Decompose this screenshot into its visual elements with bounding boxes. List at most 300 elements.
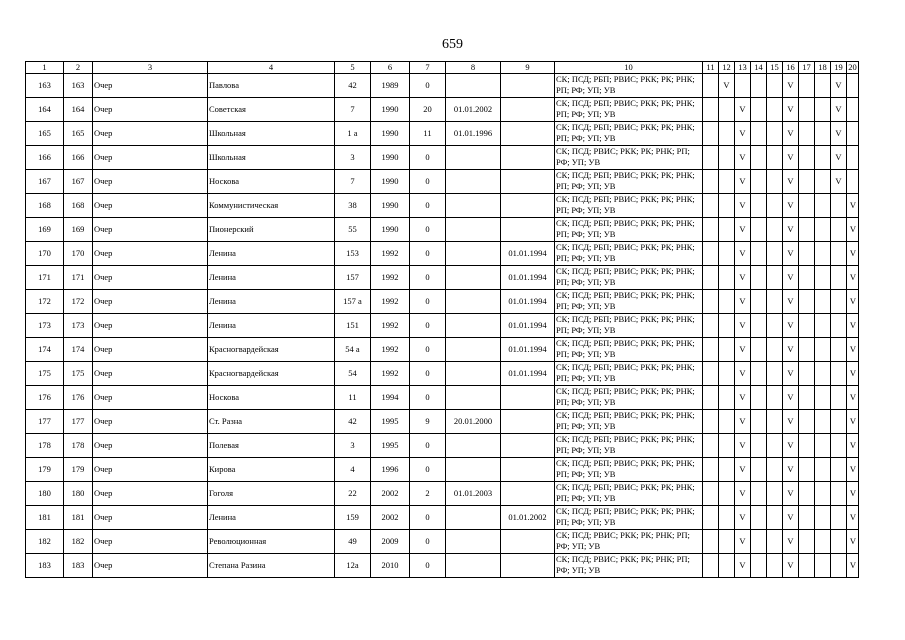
table-cell-col-18 — [815, 98, 831, 122]
table-cell-col-10: СК; ПСД; РБП; РВИС; РКК; РК; РНК; РП; РФ; УП; УВ — [555, 122, 703, 146]
table-cell-col-2: 163 — [64, 74, 93, 98]
table-cell-col-13: V — [735, 290, 751, 314]
table-cell-col-11 — [703, 386, 719, 410]
table-cell-col-9 — [501, 386, 555, 410]
table-cell-col-2: 164 — [64, 98, 93, 122]
table-cell-col-4: Красногвардейская — [208, 338, 335, 362]
table-cell-col-16: V — [783, 482, 799, 506]
table-cell-col-3: Очер — [93, 218, 208, 242]
table-cell-col-11 — [703, 362, 719, 386]
table-cell-col-16: V — [783, 506, 799, 530]
table-cell-col-5: 12а — [335, 554, 371, 578]
table-cell-col-6: 1990 — [371, 218, 410, 242]
table-cell-col-1: 164 — [26, 98, 64, 122]
table-cell-col-4: Пионерский — [208, 218, 335, 242]
table-cell-col-12 — [719, 266, 735, 290]
table-cell-col-9 — [501, 98, 555, 122]
table-cell-col-8 — [446, 146, 501, 170]
table-cell-col-12 — [719, 482, 735, 506]
table-cell-col-18 — [815, 194, 831, 218]
table-cell-col-6: 1992 — [371, 362, 410, 386]
table-cell-col-4: Полевая — [208, 434, 335, 458]
table-cell-col-12 — [719, 290, 735, 314]
table-cell-col-2: 176 — [64, 386, 93, 410]
table-cell-col-13: V — [735, 410, 751, 434]
table-cell-col-5: 159 — [335, 506, 371, 530]
table-cell-col-8 — [446, 530, 501, 554]
table-cell-col-16: V — [783, 314, 799, 338]
table-cell-col-3: Очер — [93, 122, 208, 146]
table-cell-col-16: V — [783, 386, 799, 410]
table-cell-col-18 — [815, 242, 831, 266]
table-row — [26, 434, 859, 458]
column-header-3: 3 — [93, 62, 208, 74]
table-cell-col-3: Очер — [93, 410, 208, 434]
table-cell-col-3: Очер — [93, 362, 208, 386]
table-cell-col-18 — [815, 338, 831, 362]
table-cell-col-8 — [446, 194, 501, 218]
table-cell-col-1: 172 — [26, 290, 64, 314]
table-cell-col-1: 168 — [26, 194, 64, 218]
table-cell-col-9: 01.01.1994 — [501, 362, 555, 386]
table-cell-col-5: 54 — [335, 362, 371, 386]
table-cell-col-10: СК; ПСД; РБП; РВИС; РКК; РК; РНК; РП; РФ; УП; УВ — [555, 314, 703, 338]
table-cell-col-20: V — [847, 482, 859, 506]
table-cell-col-2: 171 — [64, 266, 93, 290]
table-cell-col-19 — [831, 530, 847, 554]
table-cell-col-11 — [703, 410, 719, 434]
table-row — [26, 530, 859, 554]
table-cell-col-4: Ленина — [208, 242, 335, 266]
table-cell-col-11 — [703, 122, 719, 146]
table-cell-col-18 — [815, 482, 831, 506]
table-cell-col-18 — [815, 434, 831, 458]
table-cell-col-15 — [767, 122, 783, 146]
table-cell-col-4: Ленина — [208, 314, 335, 338]
table-cell-col-14 — [751, 386, 767, 410]
table-cell-col-20: V — [847, 554, 859, 578]
table-cell-col-8 — [446, 74, 501, 98]
table-cell-col-17 — [799, 410, 815, 434]
table-cell-col-3: Очер — [93, 554, 208, 578]
table-cell-col-19 — [831, 314, 847, 338]
table-cell-col-7: 0 — [410, 266, 446, 290]
table-cell-col-15 — [767, 554, 783, 578]
table-cell-col-12 — [719, 458, 735, 482]
table-cell-col-8: 01.01.1996 — [446, 122, 501, 146]
column-header-6: 6 — [371, 62, 410, 74]
table-cell-col-12 — [719, 338, 735, 362]
table-cell-col-13: V — [735, 242, 751, 266]
table-cell-col-17 — [799, 434, 815, 458]
table-cell-col-20: V — [847, 530, 859, 554]
table-cell-col-20: V — [847, 362, 859, 386]
table-cell-col-3: Очер — [93, 146, 208, 170]
table-cell-col-19: V — [831, 74, 847, 98]
table-row — [26, 194, 859, 218]
table-cell-col-5: 42 — [335, 410, 371, 434]
table-cell-col-13: V — [735, 266, 751, 290]
page-number: 659 — [442, 37, 463, 52]
table-cell-col-19 — [831, 434, 847, 458]
table-cell-col-17 — [799, 218, 815, 242]
table-cell-col-1: 169 — [26, 218, 64, 242]
table-cell-col-17 — [799, 170, 815, 194]
table-cell-col-4: Коммунистическая — [208, 194, 335, 218]
table-cell-col-15 — [767, 290, 783, 314]
table-cell-col-17 — [799, 458, 815, 482]
table-cell-col-19 — [831, 386, 847, 410]
table-cell-col-15 — [767, 170, 783, 194]
table-cell-col-15 — [767, 410, 783, 434]
table-cell-col-9 — [501, 458, 555, 482]
table-cell-col-4: Павлова — [208, 74, 335, 98]
table-cell-col-10: СК; ПСД; РВИС; РКК; РК; РНК; РП; РФ; УП; УВ — [555, 146, 703, 170]
table-cell-col-8 — [446, 338, 501, 362]
table-cell-col-17 — [799, 290, 815, 314]
table-cell-col-3: Очер — [93, 338, 208, 362]
table-cell-col-16: V — [783, 338, 799, 362]
table-row — [26, 242, 859, 266]
table-cell-col-1: 167 — [26, 170, 64, 194]
table-cell-col-20: V — [847, 410, 859, 434]
table-cell-col-15 — [767, 386, 783, 410]
table-cell-col-20: V — [847, 218, 859, 242]
table-cell-col-17 — [799, 74, 815, 98]
table-cell-col-16: V — [783, 554, 799, 578]
table-cell-col-5: 3 — [335, 434, 371, 458]
table-cell-col-16: V — [783, 170, 799, 194]
table-cell-col-13: V — [735, 554, 751, 578]
table-cell-col-15 — [767, 314, 783, 338]
table-row — [26, 74, 859, 98]
table-cell-col-9 — [501, 74, 555, 98]
table-cell-col-4: Носкова — [208, 386, 335, 410]
table-cell-col-19 — [831, 218, 847, 242]
table-cell-col-20 — [847, 170, 859, 194]
table-cell-col-9 — [501, 482, 555, 506]
table-cell-col-2: 172 — [64, 290, 93, 314]
table-cell-col-18 — [815, 314, 831, 338]
table-cell-col-5: 157 — [335, 266, 371, 290]
table-cell-col-1: 179 — [26, 458, 64, 482]
table-cell-col-3: Очер — [93, 194, 208, 218]
table-row — [26, 410, 859, 434]
table-cell-col-4: Советская — [208, 98, 335, 122]
table-cell-col-6: 1992 — [371, 314, 410, 338]
table-cell-col-13: V — [735, 362, 751, 386]
table-cell-col-1: 174 — [26, 338, 64, 362]
table-cell-col-11 — [703, 218, 719, 242]
table-cell-col-18 — [815, 362, 831, 386]
table-cell-col-16: V — [783, 434, 799, 458]
table-row — [26, 458, 859, 482]
table-cell-col-20 — [847, 98, 859, 122]
table-cell-col-10: СК; ПСД; РБП; РВИС; РКК; РК; РНК; РП; РФ; УП; УВ — [555, 290, 703, 314]
table-cell-col-18 — [815, 290, 831, 314]
column-header-20: 20 — [848, 62, 857, 72]
table-cell-col-2: 165 — [64, 122, 93, 146]
table-cell-col-6: 1992 — [371, 242, 410, 266]
table-cell-col-12 — [719, 194, 735, 218]
table-cell-col-5: 22 — [335, 482, 371, 506]
table-cell-col-8 — [446, 434, 501, 458]
table-cell-col-9: 01.01.1994 — [501, 290, 555, 314]
table-cell-col-2: 173 — [64, 314, 93, 338]
table-cell-col-9: 01.01.1994 — [501, 266, 555, 290]
table-cell-col-12: V — [719, 74, 735, 98]
table-cell-col-13: V — [735, 170, 751, 194]
table-cell-col-1: 183 — [26, 554, 64, 578]
table-cell-col-15 — [767, 482, 783, 506]
table-cell-col-18 — [815, 458, 831, 482]
table-cell-col-2: 183 — [64, 554, 93, 578]
table-cell-col-16: V — [783, 74, 799, 98]
table-cell-col-12 — [719, 218, 735, 242]
table-cell-col-10: СК; ПСД; РВИС; РКК; РК; РНК; РП; РФ; УП; УВ — [555, 530, 703, 554]
table-cell-col-17 — [799, 362, 815, 386]
table-cell-col-12 — [719, 506, 735, 530]
column-header-15: 15 — [767, 62, 783, 74]
table-cell-col-6: 1990 — [371, 146, 410, 170]
table-row — [26, 98, 859, 122]
table-cell-col-15 — [767, 266, 783, 290]
table-cell-col-13: V — [735, 482, 751, 506]
table-cell-col-14 — [751, 530, 767, 554]
table-cell-col-5: 157 а — [335, 290, 371, 314]
table-cell-col-7: 11 — [410, 122, 446, 146]
table-cell-col-6: 1990 — [371, 194, 410, 218]
table-cell-col-20: V — [847, 266, 859, 290]
table-cell-col-19 — [831, 242, 847, 266]
table-cell-col-18 — [815, 170, 831, 194]
table-cell-col-14 — [751, 242, 767, 266]
table-cell-col-5: 11 — [335, 386, 371, 410]
column-header-5: 5 — [335, 62, 371, 74]
table-cell-col-7: 0 — [410, 386, 446, 410]
table-cell-col-11 — [703, 338, 719, 362]
table-cell-col-12 — [719, 530, 735, 554]
table-cell-col-15 — [767, 506, 783, 530]
table-cell-col-4: Гоголя — [208, 482, 335, 506]
table-cell-col-1: 180 — [26, 482, 64, 506]
table-cell-col-8: 20.01.2000 — [446, 410, 501, 434]
column-header-11: 11 — [703, 62, 719, 74]
table-cell-col-14 — [751, 146, 767, 170]
table-cell-col-18 — [815, 122, 831, 146]
table-cell-col-13: V — [735, 194, 751, 218]
table-cell-col-20 — [847, 74, 859, 98]
table-cell-col-9 — [501, 410, 555, 434]
table-cell-col-5: 3 — [335, 146, 371, 170]
table-cell-col-20: V — [847, 194, 859, 218]
table-cell-col-7: 0 — [410, 242, 446, 266]
table-cell-col-11 — [703, 290, 719, 314]
table-cell-col-6: 2002 — [371, 482, 410, 506]
table-cell-col-19 — [831, 194, 847, 218]
table-cell-col-19 — [831, 482, 847, 506]
table-cell-col-4: Революционная — [208, 530, 335, 554]
table-cell-col-7: 0 — [410, 146, 446, 170]
table-cell-col-17 — [799, 482, 815, 506]
table-cell-col-5: 7 — [335, 98, 371, 122]
table-cell-col-4: Школьная — [208, 122, 335, 146]
table-cell-col-10: СК; ПСД; РБП; РВИС; РКК; РК; РНК; РП; РФ; УП; УВ — [555, 386, 703, 410]
table-cell-col-4: Ленина — [208, 290, 335, 314]
table-cell-col-2: 178 — [64, 434, 93, 458]
table-cell-col-7: 0 — [410, 290, 446, 314]
table-cell-col-20: V — [847, 338, 859, 362]
table-cell-col-15 — [767, 458, 783, 482]
table-cell-col-14 — [751, 338, 767, 362]
table-cell-col-11 — [703, 554, 719, 578]
column-header-18: 18 — [815, 62, 831, 74]
table-cell-col-8 — [446, 218, 501, 242]
table-cell-col-6: 1996 — [371, 458, 410, 482]
column-header-4: 4 — [208, 62, 335, 74]
table-cell-col-12 — [719, 146, 735, 170]
table-cell-col-14 — [751, 170, 767, 194]
table-cell-col-7: 0 — [410, 362, 446, 386]
table-cell-col-12 — [719, 386, 735, 410]
table-cell-col-12 — [719, 98, 735, 122]
table-cell-col-4: Школьная — [208, 146, 335, 170]
table-cell-col-7: 0 — [410, 458, 446, 482]
table-cell-col-3: Очер — [93, 386, 208, 410]
table-cell-col-13 — [735, 74, 751, 98]
table-cell-col-5: 49 — [335, 530, 371, 554]
column-header-17: 17 — [799, 62, 815, 74]
table-cell-col-19 — [831, 458, 847, 482]
table-cell-col-6: 1990 — [371, 122, 410, 146]
table-cell-col-1: 176 — [26, 386, 64, 410]
table-cell-col-4: Ленина — [208, 506, 335, 530]
table-cell-col-9 — [501, 554, 555, 578]
column-header-7: 7 — [410, 62, 446, 74]
table-cell-col-3: Очер — [93, 434, 208, 458]
table-cell-col-6: 1990 — [371, 98, 410, 122]
table-cell-col-15 — [767, 362, 783, 386]
table-cell-col-7: 0 — [410, 194, 446, 218]
table-cell-col-11 — [703, 314, 719, 338]
table-cell-col-7: 0 — [410, 530, 446, 554]
table-cell-col-8 — [446, 506, 501, 530]
table-cell-col-14 — [751, 74, 767, 98]
table-row — [26, 482, 859, 506]
table-cell-col-14 — [751, 266, 767, 290]
table-cell-col-2: 181 — [64, 506, 93, 530]
table-cell-col-17 — [799, 314, 815, 338]
table-cell-col-18 — [815, 266, 831, 290]
table-cell-col-17 — [799, 266, 815, 290]
table-cell-col-14 — [751, 362, 767, 386]
table-cell-col-10: СК; ПСД; РВИС; РКК; РК; РНК; РП; РФ; УП; УВ — [555, 554, 703, 578]
table-cell-col-7: 0 — [410, 338, 446, 362]
table-cell-col-1: 173 — [26, 314, 64, 338]
table-cell-col-15 — [767, 146, 783, 170]
table-cell-col-19 — [831, 338, 847, 362]
table-cell-col-20: V — [847, 506, 859, 530]
table-cell-col-2: 177 — [64, 410, 93, 434]
column-header-19: 19 — [831, 62, 847, 74]
table-cell-col-1: 165 — [26, 122, 64, 146]
table-cell-col-14 — [751, 506, 767, 530]
table-cell-col-20 — [847, 122, 859, 146]
table-cell-col-18 — [815, 410, 831, 434]
table-cell-col-12 — [719, 170, 735, 194]
table-cell-col-16: V — [783, 98, 799, 122]
table-cell-col-12 — [719, 554, 735, 578]
table-cell-col-13: V — [735, 122, 751, 146]
table-cell-col-10: СК; ПСД; РБП; РВИС; РКК; РК; РНК; РП; РФ; УП; УВ — [555, 74, 703, 98]
table-cell-col-15 — [767, 74, 783, 98]
table-cell-col-1: 163 — [26, 74, 64, 98]
table-cell-col-10: СК; ПСД; РБП; РВИС; РКК; РК; РНК; РП; РФ; УП; УВ — [555, 218, 703, 242]
table-cell-col-19: V — [831, 170, 847, 194]
table-cell-col-11 — [703, 146, 719, 170]
table-cell-col-7: 20 — [410, 98, 446, 122]
column-header-16: 16 — [783, 62, 799, 74]
table-cell-col-15 — [767, 530, 783, 554]
table-cell-col-14 — [751, 290, 767, 314]
table-cell-col-3: Очер — [93, 74, 208, 98]
column-header-14: 14 — [751, 62, 767, 74]
table-cell-col-16: V — [783, 146, 799, 170]
table-cell-col-13: V — [735, 218, 751, 242]
table-cell-col-2: 175 — [64, 362, 93, 386]
table-cell-col-4: Ст. Разна — [208, 410, 335, 434]
table-row — [26, 170, 859, 194]
column-header-2: 2 — [64, 62, 93, 74]
table-cell-col-11 — [703, 266, 719, 290]
table-cell-col-6: 1994 — [371, 386, 410, 410]
table-cell-col-2: 168 — [64, 194, 93, 218]
table-cell-col-19 — [831, 362, 847, 386]
table-cell-col-1: 178 — [26, 434, 64, 458]
table-cell-col-6: 1992 — [371, 266, 410, 290]
table-cell-col-9: 01.01.1994 — [501, 338, 555, 362]
table-cell-col-7: 0 — [410, 506, 446, 530]
table-cell-col-7: 0 — [410, 218, 446, 242]
table-cell-col-12 — [719, 314, 735, 338]
table-cell-col-2: 169 — [64, 218, 93, 242]
table-cell-col-13: V — [735, 314, 751, 338]
table-cell-col-12 — [719, 410, 735, 434]
table-cell-col-9: 01.01.2002 — [501, 506, 555, 530]
table-header-row — [26, 62, 859, 74]
table-cell-col-15 — [767, 218, 783, 242]
table-cell-col-15 — [767, 434, 783, 458]
table-cell-col-15 — [767, 242, 783, 266]
table-cell-col-8: 01.01.2002 — [446, 98, 501, 122]
table-cell-col-17 — [799, 338, 815, 362]
table-cell-col-11 — [703, 506, 719, 530]
table-cell-col-20 — [847, 146, 859, 170]
table-row — [26, 554, 859, 578]
table-cell-col-5: 38 — [335, 194, 371, 218]
table-cell-col-2: 174 — [64, 338, 93, 362]
table-cell-col-4: Ленина — [208, 266, 335, 290]
table-cell-col-13: V — [735, 98, 751, 122]
table-cell-col-6: 1995 — [371, 434, 410, 458]
table-cell-col-18 — [815, 146, 831, 170]
table-cell-col-18 — [815, 386, 831, 410]
table-cell-col-20: V — [847, 242, 859, 266]
table-cell-col-12 — [719, 434, 735, 458]
housing-registry-table — [25, 61, 859, 578]
table-cell-col-17 — [799, 554, 815, 578]
table-cell-col-2: 182 — [64, 530, 93, 554]
